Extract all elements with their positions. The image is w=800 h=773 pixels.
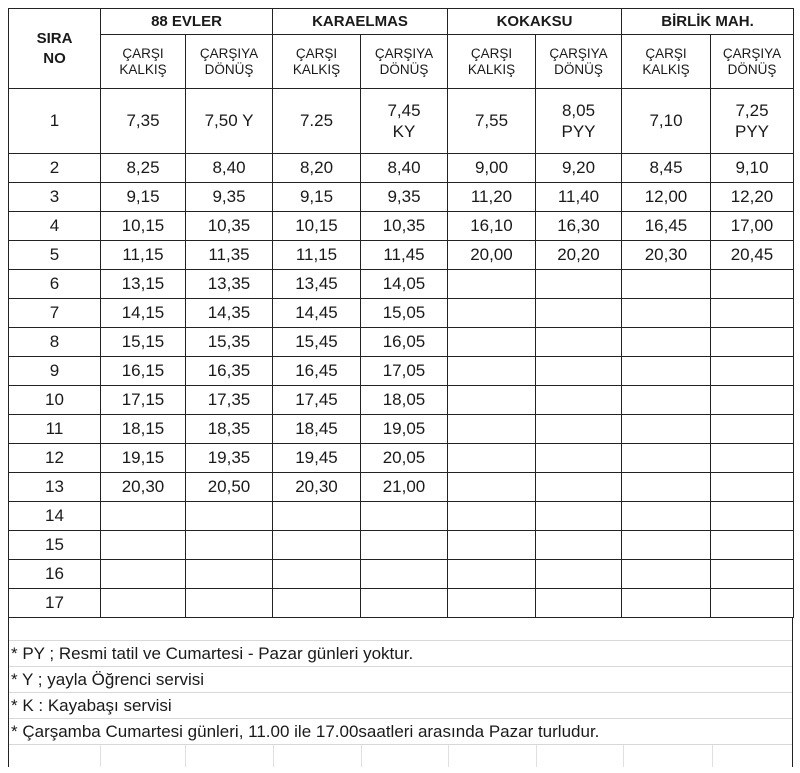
- table-row: [9, 357, 794, 386]
- subheader-line-1: ÇARŞIYA: [549, 45, 608, 61]
- time-cell: 17,00: [711, 212, 794, 241]
- row-number: 15: [9, 531, 101, 560]
- time-cell: [711, 560, 794, 589]
- subheader-line-2: KALKIŞ: [642, 61, 690, 77]
- time-cell: [273, 589, 361, 618]
- table-row: [9, 560, 794, 589]
- table-row: [9, 473, 794, 502]
- time-cell: [536, 386, 622, 415]
- row-number: 17: [9, 589, 101, 618]
- table-row: [9, 444, 794, 473]
- row-number: 6: [9, 270, 101, 299]
- time-cell: 12,20: [711, 183, 794, 212]
- time-cell: 20,45: [711, 241, 794, 270]
- time-cell: 19,45: [273, 444, 361, 473]
- time-cell: [622, 415, 711, 444]
- time-cell: 11,35: [186, 241, 273, 270]
- time-cell: 18,15: [101, 415, 186, 444]
- row-number: 14: [9, 502, 101, 531]
- time-cell: [536, 299, 622, 328]
- time-cell: [711, 357, 794, 386]
- time-cell: [711, 386, 794, 415]
- time-cell: 10,35: [186, 212, 273, 241]
- subheader-88-evler-carsiya-donus: [186, 35, 273, 89]
- time-cell: 15,15: [101, 328, 186, 357]
- row-number: 5: [9, 241, 101, 270]
- time-cell: 19,35: [186, 444, 273, 473]
- table-row: [9, 415, 794, 444]
- time-cell: [711, 589, 794, 618]
- time-cell: [448, 299, 536, 328]
- time-cell: [448, 473, 536, 502]
- time-cell: 13,15: [101, 270, 186, 299]
- time-cell: [711, 299, 794, 328]
- time-cell-line: 7,25: [735, 101, 769, 120]
- route-birlik-mah: BİRLİK MAH.: [622, 9, 794, 35]
- row-number: 9: [9, 357, 101, 386]
- time-cell: [536, 589, 622, 618]
- time-cell: [273, 560, 361, 589]
- time-cell: 17,15: [101, 386, 186, 415]
- time-cell: 19,05: [361, 415, 448, 444]
- subheader-line-2: KALKIŞ: [119, 61, 167, 77]
- subheader-line-1: ÇARŞIYA: [199, 45, 259, 61]
- sub-header-row: [9, 35, 794, 89]
- row-number: 13: [9, 473, 101, 502]
- time-cell: 16,45: [273, 357, 361, 386]
- time-cell: [536, 328, 622, 357]
- time-cell: 11,45: [361, 241, 448, 270]
- time-cell: 20,00: [448, 241, 536, 270]
- time-cell: [711, 473, 794, 502]
- subheader-line-2: DÖNÜŞ: [554, 61, 603, 77]
- time-cell-line: KY: [392, 122, 416, 141]
- bus-timetable: [8, 8, 794, 618]
- time-cell: [361, 502, 448, 531]
- sira-label: SIRA: [36, 29, 73, 47]
- row-number: 12: [9, 444, 101, 473]
- time-cell: 8,40: [186, 154, 273, 183]
- table-row: [9, 299, 794, 328]
- time-cell: [711, 89, 794, 154]
- table-row: [9, 531, 794, 560]
- time-cell: [622, 357, 711, 386]
- time-cell: 19,15: [101, 444, 186, 473]
- time-cell: 8,40: [361, 154, 448, 183]
- table-row: [9, 589, 794, 618]
- time-cell: [536, 444, 622, 473]
- time-cell: 14,05: [361, 270, 448, 299]
- table-row: [9, 212, 794, 241]
- time-cell: [186, 531, 273, 560]
- time-cell: 9,15: [273, 183, 361, 212]
- row-number: 1: [9, 89, 101, 154]
- time-cell: [622, 328, 711, 357]
- note-carsamba: * Çarşamba Cumartesi günleri, 11.00 ile 17.00saatleri arasında Pazar turludur.: [9, 718, 792, 744]
- subheader-line-2: KALKIŞ: [292, 61, 341, 77]
- time-cell: 16,15: [101, 357, 186, 386]
- time-cell: [711, 328, 794, 357]
- time-cell: [186, 502, 273, 531]
- time-cell: [622, 299, 711, 328]
- time-cell: [622, 531, 711, 560]
- time-cell: 7.25: [273, 89, 361, 154]
- route-88-evler: 88 EVLER: [101, 9, 273, 35]
- time-cell: 16,05: [361, 328, 448, 357]
- time-cell: 12,00: [622, 183, 711, 212]
- time-cell: [361, 589, 448, 618]
- time-cell: [711, 415, 794, 444]
- time-cell: [448, 444, 536, 473]
- row-number: 4: [9, 212, 101, 241]
- time-cell: [448, 560, 536, 589]
- time-cell: [622, 589, 711, 618]
- time-cell: 9,20: [536, 154, 622, 183]
- subheader-line-1: ÇARŞIYA: [722, 45, 782, 61]
- time-cell: 16,35: [186, 357, 273, 386]
- time-cell: 14,15: [101, 299, 186, 328]
- subheader-88-evler-carsi-kalkis: [101, 35, 186, 89]
- subheader-line-1: ÇARŞIYA: [374, 45, 434, 61]
- subheader-line-1: ÇARŞI: [122, 45, 164, 61]
- time-cell: [101, 589, 186, 618]
- note-py: * PY ; Resmi tatil ve Cumartesi - Pazar günleri yoktur.: [9, 640, 792, 666]
- time-cell: 17,35: [186, 386, 273, 415]
- time-cell: [448, 357, 536, 386]
- time-cell: [536, 502, 622, 531]
- time-cell: 11,40: [536, 183, 622, 212]
- time-cell: [448, 328, 536, 357]
- time-cell-line: PYY: [561, 122, 596, 141]
- time-cell: [622, 502, 711, 531]
- time-cell: 16,45: [622, 212, 711, 241]
- table-row: [9, 386, 794, 415]
- time-cell: [536, 270, 622, 299]
- time-cell: 9,00: [448, 154, 536, 183]
- time-cell: 9,35: [186, 183, 273, 212]
- time-cell: 11,15: [273, 241, 361, 270]
- time-cell: 7,55: [448, 89, 536, 154]
- time-cell: 11,15: [101, 241, 186, 270]
- time-cell: [448, 415, 536, 444]
- table-row: [9, 270, 794, 299]
- subheader-birlik-mah-carsi-kalkis: [622, 35, 711, 89]
- empty-grid-row: [9, 744, 792, 767]
- time-cell: [622, 444, 711, 473]
- time-cell: [448, 502, 536, 531]
- table-row: [9, 154, 794, 183]
- notes-section: [8, 618, 793, 767]
- row-number: 11: [9, 415, 101, 444]
- subheader-line-2: DÖNÜŞ: [379, 61, 429, 77]
- time-cell: 14,35: [186, 299, 273, 328]
- time-cell: 11,20: [448, 183, 536, 212]
- time-cell-line: PYY: [734, 122, 770, 141]
- time-cell: [448, 589, 536, 618]
- row-number: 2: [9, 154, 101, 183]
- time-cell: 17,05: [361, 357, 448, 386]
- time-cell: 9,15: [101, 183, 186, 212]
- time-cell: [536, 531, 622, 560]
- route-karaelmas: KARAELMAS: [273, 9, 448, 35]
- no-label: NO: [43, 49, 66, 67]
- time-cell: 9,10: [711, 154, 794, 183]
- time-cell: 20,30: [101, 473, 186, 502]
- table-row: [9, 328, 794, 357]
- time-cell: [536, 89, 622, 154]
- route-kokaksu: KOKAKSU: [448, 9, 622, 35]
- subheader-line-1: ÇARŞI: [645, 45, 687, 61]
- time-cell: 18,35: [186, 415, 273, 444]
- subheader-line-1: ÇARŞI: [470, 45, 513, 61]
- time-cell: 21,00: [361, 473, 448, 502]
- time-cell: 9,35: [361, 183, 448, 212]
- timetable-sheet: [8, 8, 793, 767]
- time-cell: [101, 560, 186, 589]
- time-cell: [622, 270, 711, 299]
- route-header-row: [9, 9, 794, 35]
- time-cell: [448, 531, 536, 560]
- time-cell: [361, 560, 448, 589]
- time-cell: 16,30: [536, 212, 622, 241]
- subheader-birlik-mah-carsiya-donus: [711, 35, 794, 89]
- time-cell: [536, 357, 622, 386]
- time-cell: 18,05: [361, 386, 448, 415]
- time-cell: 20,30: [622, 241, 711, 270]
- row-number: 8: [9, 328, 101, 357]
- time-cell: [536, 415, 622, 444]
- time-cell: 10,15: [273, 212, 361, 241]
- time-cell: 8,20: [273, 154, 361, 183]
- time-cell: 20,05: [361, 444, 448, 473]
- time-cell: [186, 589, 273, 618]
- time-cell: 15,35: [186, 328, 273, 357]
- time-cell-line: 8,05: [561, 101, 596, 120]
- time-cell: [448, 270, 536, 299]
- time-cell: 17,45: [273, 386, 361, 415]
- time-cell: 13,45: [273, 270, 361, 299]
- subheader-line-2: KALKIŞ: [467, 61, 516, 77]
- time-cell: [536, 560, 622, 589]
- subheader-line-1: ÇARŞI: [295, 45, 338, 61]
- time-cell: [711, 444, 794, 473]
- row-number: 7: [9, 299, 101, 328]
- note-k: * K : Kayabaşı servisi: [9, 692, 792, 718]
- subheader-kokaksu-carsiya-donus: [536, 35, 622, 89]
- table-row: [9, 502, 794, 531]
- subheader-karaelmas-carsi-kalkis: [273, 35, 361, 89]
- time-cell: [273, 502, 361, 531]
- time-cell: 8,45: [622, 154, 711, 183]
- time-cell: [711, 270, 794, 299]
- time-cell: 10,15: [101, 212, 186, 241]
- table-row: [9, 241, 794, 270]
- time-cell: [186, 560, 273, 589]
- time-cell: 15,05: [361, 299, 448, 328]
- time-cell: [711, 531, 794, 560]
- time-cell: [711, 502, 794, 531]
- time-cell: 20,30: [273, 473, 361, 502]
- subheader-kokaksu-carsi-kalkis: [448, 35, 536, 89]
- time-cell: [536, 473, 622, 502]
- time-cell: [361, 89, 448, 154]
- row-number: 3: [9, 183, 101, 212]
- time-cell: 7,35: [101, 89, 186, 154]
- table-row: [9, 89, 794, 154]
- time-cell: [273, 531, 361, 560]
- time-cell: 18,45: [273, 415, 361, 444]
- sira-no-header: [9, 9, 101, 89]
- time-cell: 15,45: [273, 328, 361, 357]
- notes-spacer: [9, 618, 792, 640]
- time-cell: 20,20: [536, 241, 622, 270]
- time-cell: 16,10: [448, 212, 536, 241]
- time-cell: 13,35: [186, 270, 273, 299]
- time-cell: [622, 386, 711, 415]
- row-number: 10: [9, 386, 101, 415]
- time-cell: [448, 386, 536, 415]
- time-cell: [361, 531, 448, 560]
- time-cell: 20,50: [186, 473, 273, 502]
- subheader-line-2: DÖNÜŞ: [204, 61, 254, 77]
- time-cell: [101, 502, 186, 531]
- table-row: [9, 183, 794, 212]
- time-cell: 10,35: [361, 212, 448, 241]
- time-cell: 8,25: [101, 154, 186, 183]
- time-cell: 7,50 Y: [186, 89, 273, 154]
- row-number: 16: [9, 560, 101, 589]
- time-cell: 14,45: [273, 299, 361, 328]
- subheader-karaelmas-carsiya-donus: [361, 35, 448, 89]
- time-cell: [622, 473, 711, 502]
- time-cell: [101, 531, 186, 560]
- subheader-line-2: DÖNÜŞ: [727, 61, 777, 77]
- note-y: * Y ; yayla Öğrenci servisi: [9, 666, 792, 692]
- time-cell: [622, 560, 711, 589]
- time-cell: 7,10: [622, 89, 711, 154]
- time-cell-line: 7,45: [387, 101, 421, 120]
